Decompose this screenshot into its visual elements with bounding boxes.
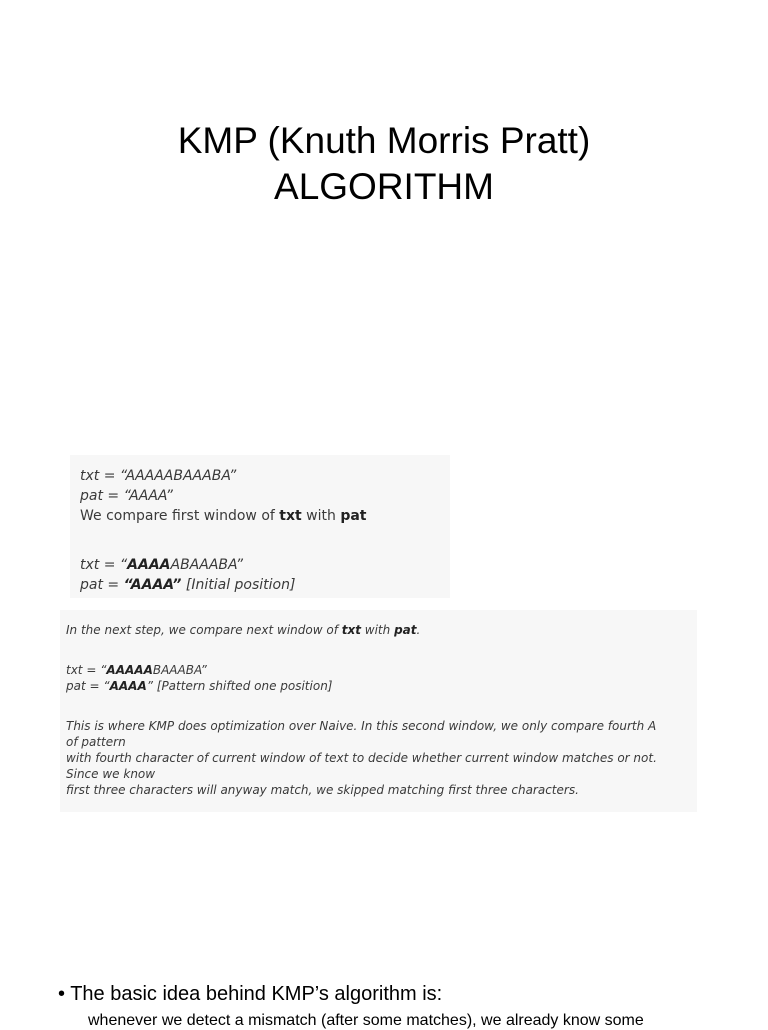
- pat-line: pat = “AAAA”: [80, 488, 173, 504]
- explanation-line-1: This is where KMP does optimization over Naive. In this second window, we only compare fourth A: [66, 719, 657, 733]
- explanation-line-4: Since we know: [66, 767, 156, 781]
- bullet-point: • The basic idea behind KMP’s algorithm is:: [58, 983, 443, 1005]
- explanation-line-3: with fourth character of current window of text to decide whether current window matches or not.: [66, 751, 657, 765]
- explanation-line-5: first three characters will anyway match, we skipped matching first three characters.: [66, 783, 579, 797]
- example-box-first-window: [70, 455, 450, 598]
- bullet-subtext: whenever we detect a mismatch (after some matches), we already know some: [88, 1012, 644, 1029]
- next-step-line: In the next step, we compare next window of txt with pat.: [66, 623, 421, 637]
- explanation-line-2: of pattern: [66, 735, 126, 749]
- title-line-1: KMP (Knuth Morris Pratt): [177, 120, 591, 161]
- txt-highlight-line: txt = “AAAAABAAABA”: [80, 557, 243, 573]
- title-line-2: ALGORITHM: [274, 166, 494, 207]
- example-box-next-window: [60, 610, 697, 812]
- pat-shift-line: pat = “AAAA” [Pattern shifted one position]: [66, 679, 333, 693]
- txt-line: txt = “AAAAABAAABA”: [80, 468, 237, 484]
- txt-shift-line: txt = “AAAAABAAABA”: [66, 663, 207, 677]
- pat-initial-line: pat = “AAAA” [Initial position]: [80, 577, 296, 593]
- compare-line: We compare first window of txt with pat: [80, 508, 367, 524]
- page-title: [0, 118, 768, 210]
